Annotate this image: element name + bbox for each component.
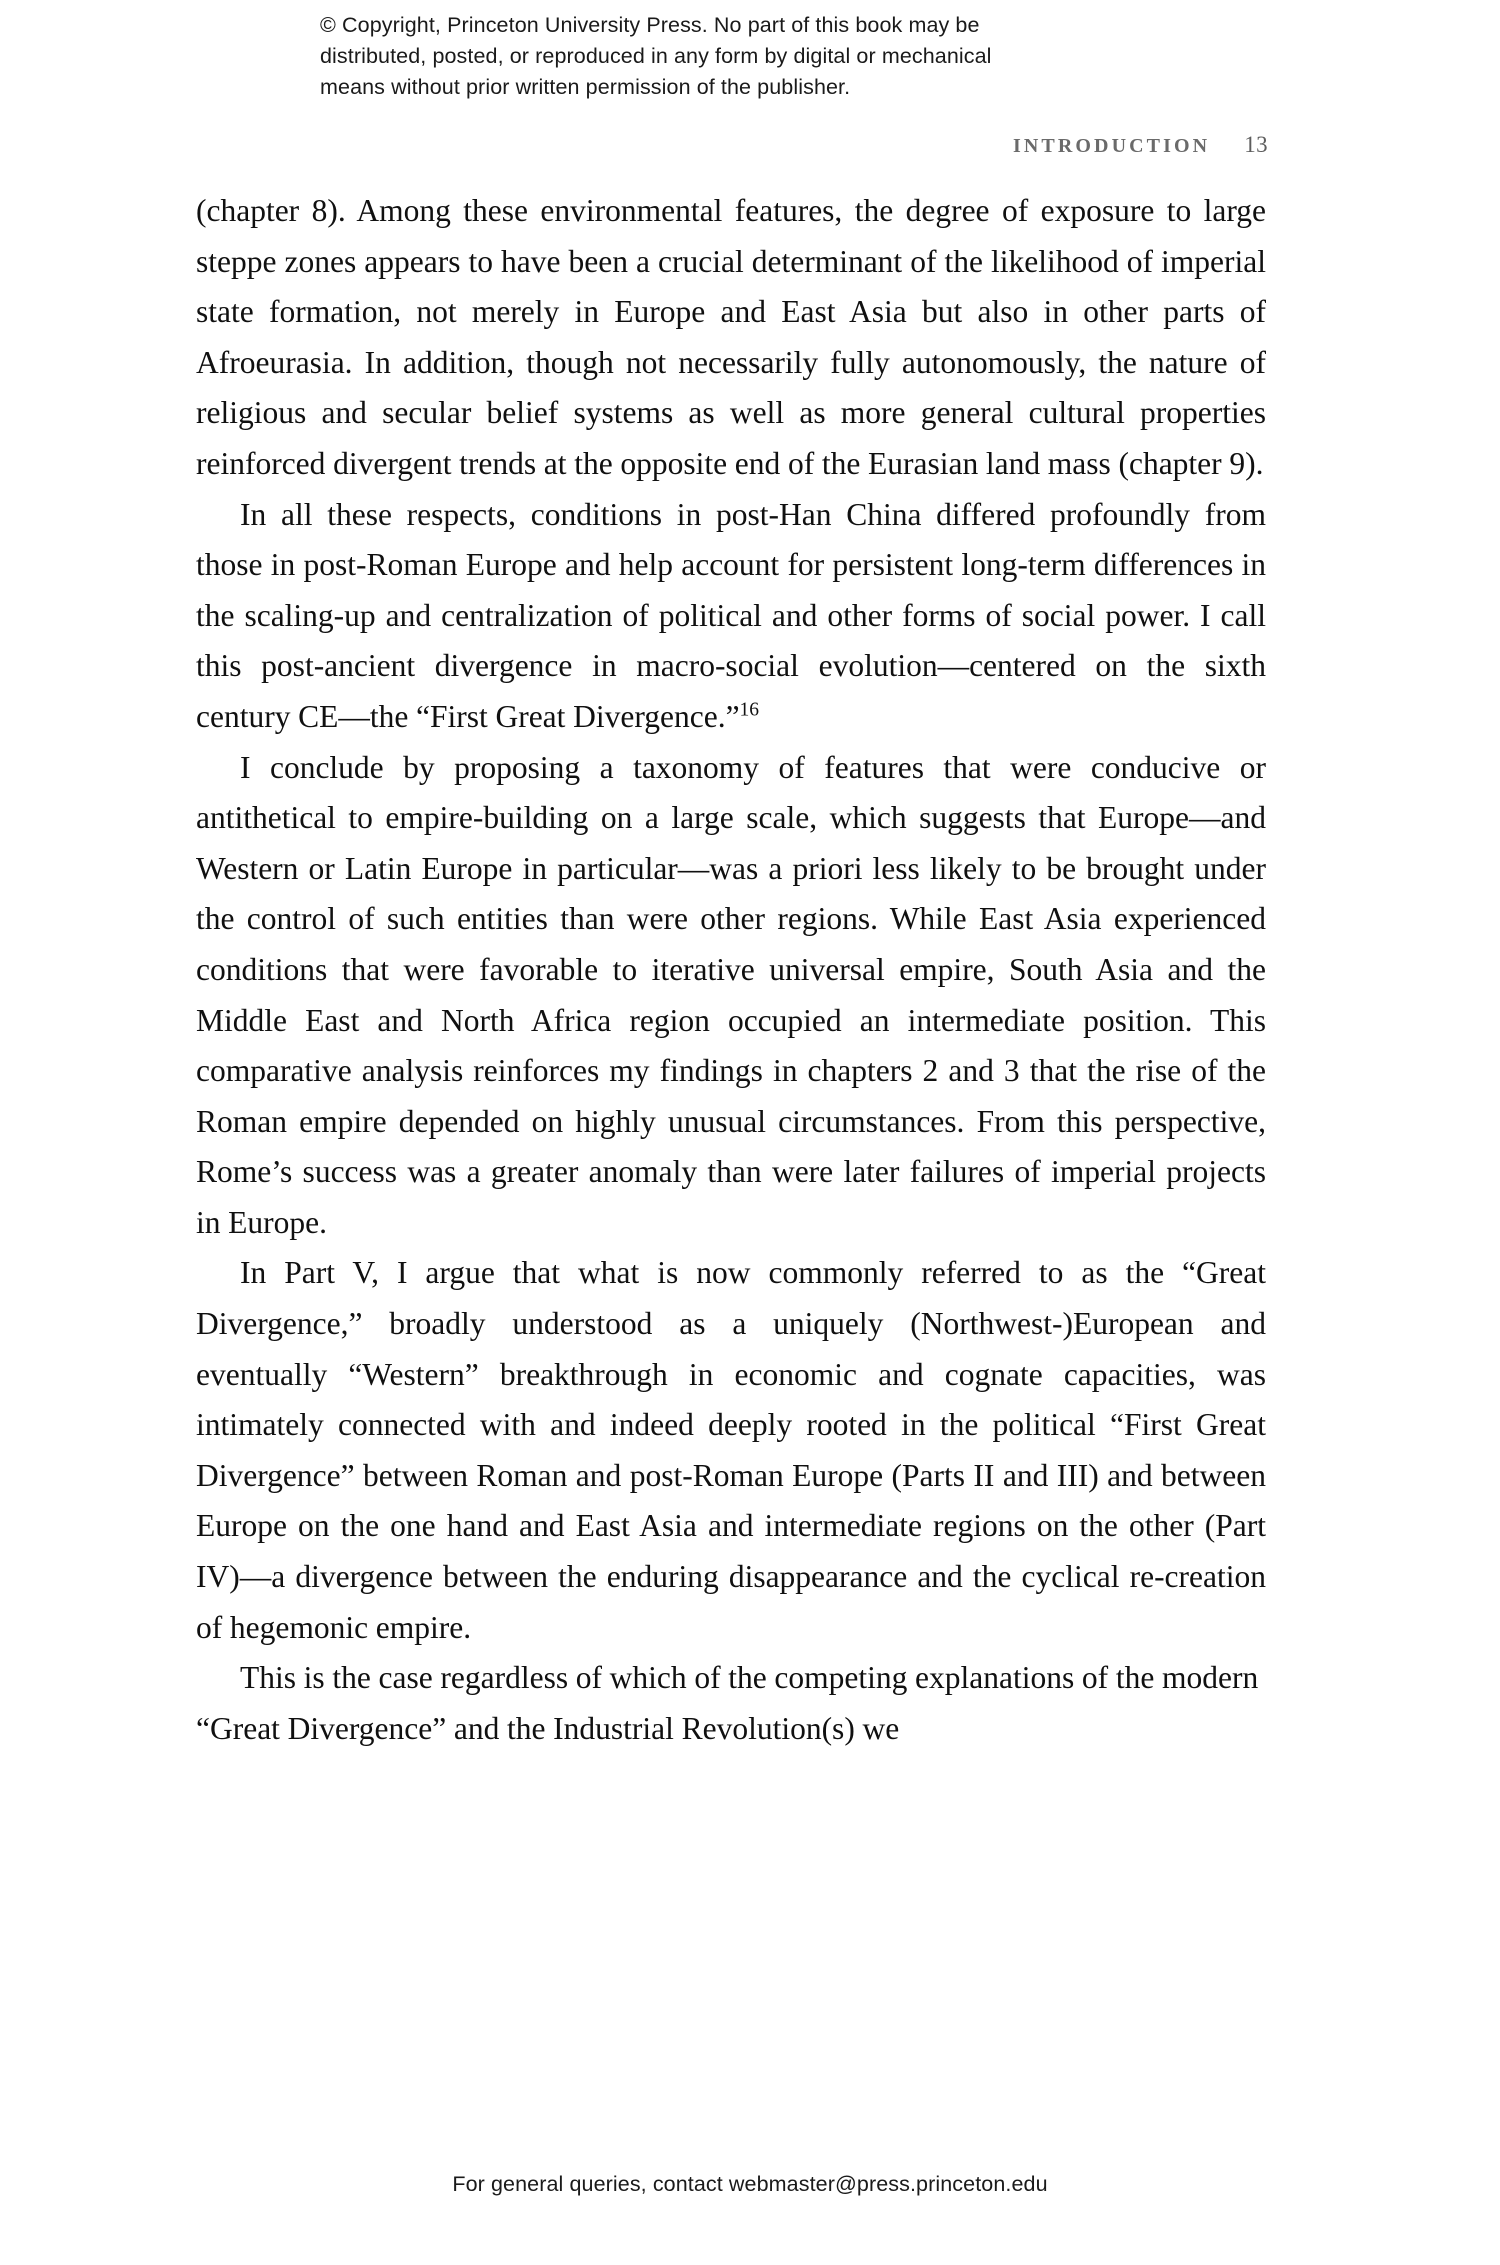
footnote-marker: 16 [739,699,760,721]
body-text-column [196,186,1266,1754]
paragraph-taxonomy: I conclude by proposing a taxonomy of features that were conducive or antithetical to empire-building on a large scale, which suggests that Europe—and Western or Latin Europe in particular—was a priori less likely to be brought under the control of such entities than were other regions. While East Asia experienced conditions that were favorable to iterative universal empire, South Asia and the Middle East and North Africa region occupied an intermediate position. This comparative analysis reinforces my findings in chapters 2 and 3 that the rise of the Roman empire depended on highly unusual circumstances. From this perspective, Rome’s success was a greater anomaly than were later failures of imperial projects in Europe. [196,749,1266,1240]
paragraph-part-v: In Part V, I argue that what is now commonly referred to as the “Great Divergence,” broadly understood as a uniquely (Northwest-)European and eventually “Western” breakthrough in economic and cognate capacities, was intimately connected with and indeed deeply rooted in the political “First Great Divergence” between Roman and post-Roman Europe (Parts II and III) and between Europe on the one hand and East Asia and intermediate regions on the other (Part IV)—a divergence between the enduring disappearance and the cyclical re-creation of hegemonic empire. [196,1255,1266,1645]
footer-query-text: For general queries, contact webmaster@press.princeton.edu [452,2172,1048,2196]
copyright-line-3: means without prior written permission of the publisher. [320,75,851,99]
paragraph-text: In all these respects, conditions in post-Han China differed profoundly from those in post-Roman Europe and help account for persistent long-term differences in the scaling-up and centralization of political and other forms of social power. I call this post-ancient divergence in macro-social evolution—centered on the sixth century CE—the “First Great Divergence.” [196,496,1266,734]
copyright-line-2: distributed, posted, or reproduced in any form by digital or mechanical [320,44,992,68]
page-number: 13 [1244,132,1268,157]
running-head-title: INTRODUCTION [1012,135,1211,157]
copyright-notice [320,10,1180,103]
paragraph-first-great-divergence [196,490,1266,743]
paragraph-competing-explanations: This is the case regardless of which of the competing explanations of the modern “Great Divergence” and the Industrial Revolution(s) we [196,1660,1259,1746]
page-footer [0,2172,1500,2197]
paragraph-environmental-features: (chapter 8). Among these environmental features, the degree of exposure to large steppe zones appears to have been a crucial determinant of the likelihood of imperial state formation, not merely in Europe and East Asia but also in other parts of Afroeurasia. In addition, though not necessarily fully autonomously, the nature of religious and secular belief systems as well as more general cultural properties reinforced divergent trends at the opposite end of the Eurasian land mass (chapter 9). [196,193,1266,481]
copyright-line-1: © Copyright, Princeton University Press. No part of this book may be [320,13,980,37]
running-head [1013,132,1268,158]
